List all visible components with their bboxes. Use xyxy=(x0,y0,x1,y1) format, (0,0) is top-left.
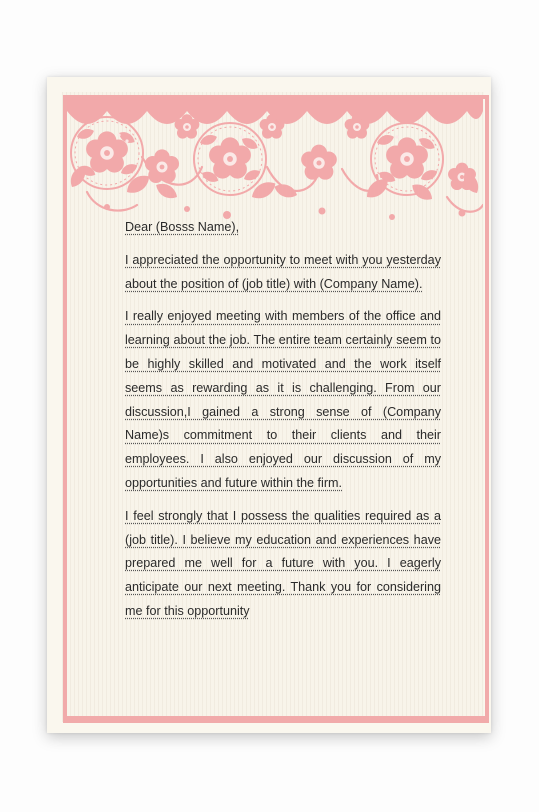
letter-body xyxy=(125,216,441,633)
paragraph-1: I appreciated the opportunity to meet with you yesterday about the position of (job title) with (Company Name). xyxy=(125,252,441,291)
pink-frame-bottom-rule xyxy=(63,716,489,719)
salutation: Dear (Bosss Name), xyxy=(125,220,240,234)
paragraph-3: I feel strongly that I possess the qualities required as a (job title). I believe my education and experiences have prepared me well for a future with you. I eagerly anticipate our next meeting. Thank you for considering me for this opportunity xyxy=(125,508,441,618)
paragraph-2: I really enjoyed meeting with members of the office and learning about the job. The entire team certainly seem to be highly skilled and motivated and the work itself seems as rewarding as it is challenging. From our discussion,I gained a strong sense of (Company Name)s commitment to their clients and their employees. I also enjoyed our discussion of my opportunities and future within the firm. xyxy=(125,309,441,490)
pink-damask-floral-border-icon xyxy=(67,97,483,227)
